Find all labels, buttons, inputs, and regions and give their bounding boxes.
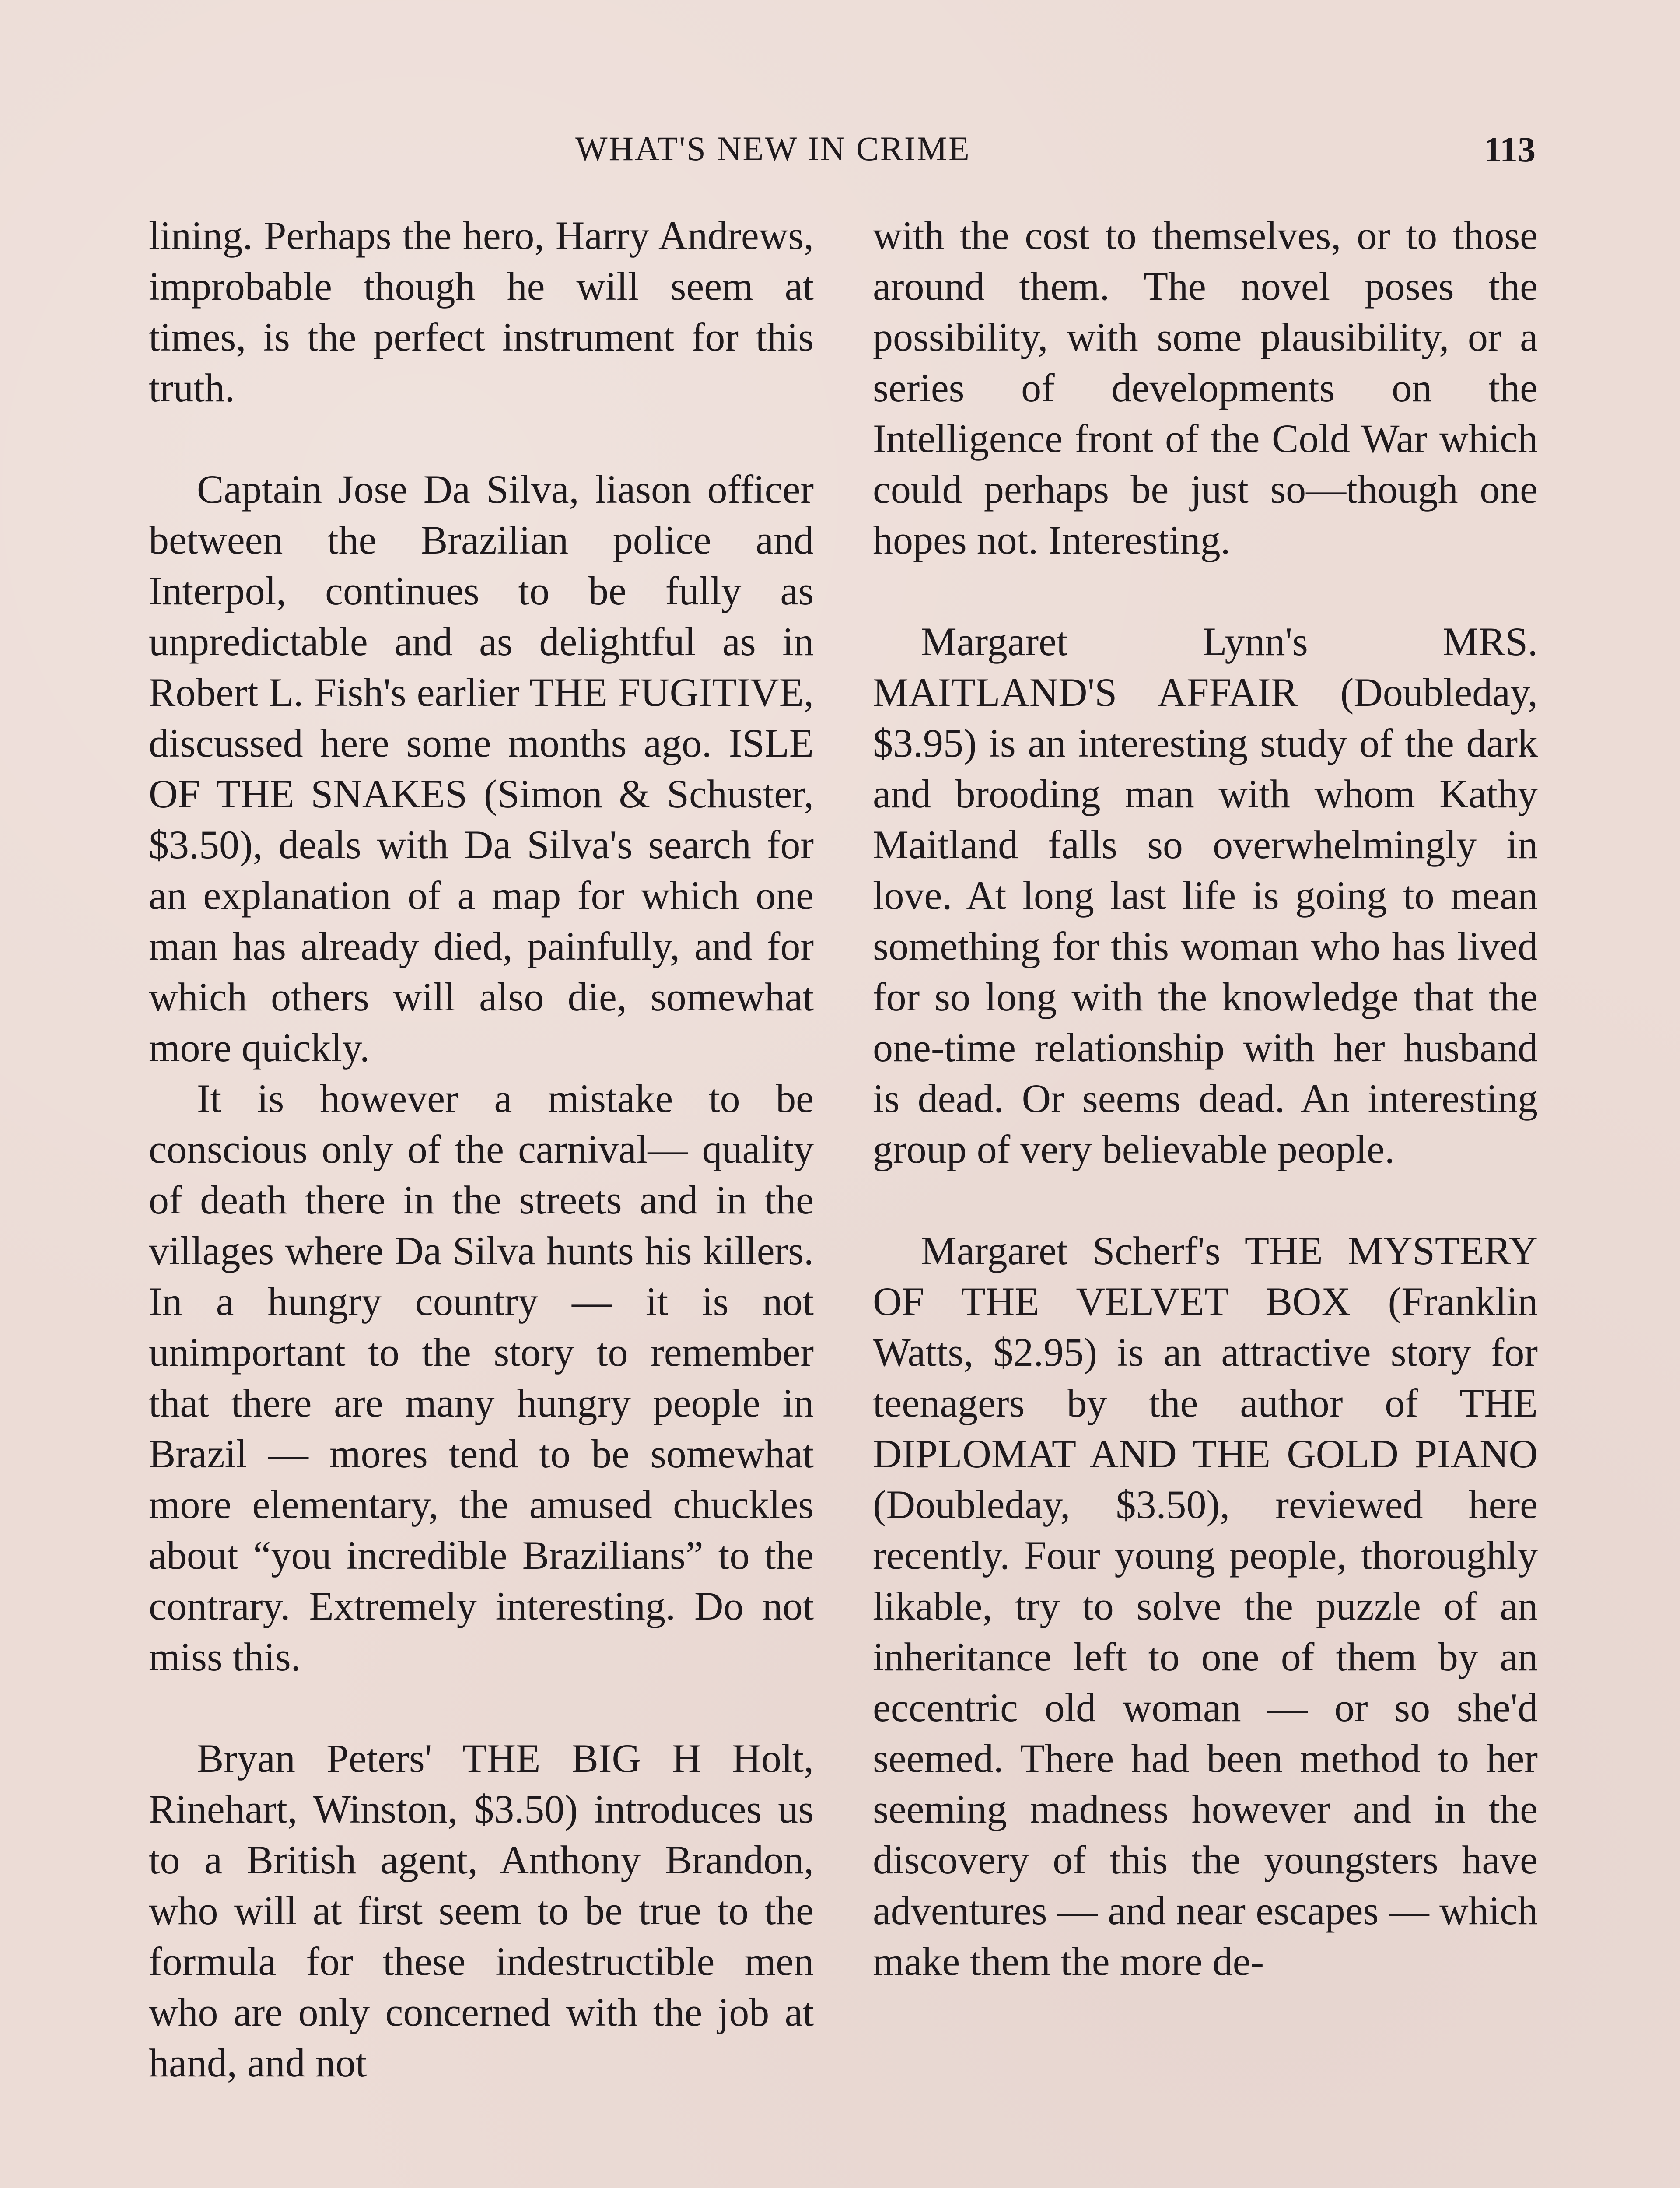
running-head: WHAT'S NEW IN CRIME: [575, 130, 971, 168]
left-column: [149, 210, 814, 2188]
left-paragraph-2: Captain Jose Da Silva, liason officer between the Brazilian police and Interpol, continues to be fully as unpredictable and as delightful as in Robert L. Fish's earlier THE FUGITIVE, discussed here some months ago. ISLE OF THE SNAKES (Simon & Schuster, $3.50), deals with Da Silva's search for an explanation of a map for which one man has already died, painfully, and for which others will also die, somewhat more quickly.: [149, 467, 814, 1070]
left-paragraph-1: lining. Perhaps the hero, Harry Andrews, improbable though he will seem at times, is the perfect instrument for this truth.: [149, 213, 814, 410]
left-paragraph-4: Bryan Peters' THE BIG H Holt, Rinehart, Winston, $3.50) introduces us to a British agent, Anthony Brandon, who will at first seem to be true to the formula for these indestructible men who are only concerned with the job at hand, and not: [149, 1736, 814, 2085]
right-paragraph-3: Margaret Scherf's THE MYSTERY OF THE VELVET BOX (Franklin Watts, $2.95) is an attractive story for teenagers by the author of THE DIPLOMAT AND THE GOLD PIANO (Doubleday, $3.50), reviewed here recently. Four young people, thoroughly likable, try to solve the puzzle of an inheritance left to one of them by an eccentric old woman — or so she'd seemed. There had been method to her seeming madness however and in the discovery of this the youngsters have adventures — and near escapes — which make them the more de-: [873, 1228, 1538, 1984]
page-number: 113: [1484, 130, 1536, 169]
left-gap-1: [149, 413, 814, 464]
right-gap-1: [873, 565, 1538, 616]
right-paragraph-1: with the cost to themselves, or to those around them. The novel poses the possibility, with some plausibility, or a series of developments on the Intelligence front of the Cold War which could perhaps be just so—though one hopes not. Interesting.: [873, 213, 1538, 562]
left-paragraph-3: It is however a mistake to be conscious only of the carnival— quality of death there in the streets and in the villages where Da Silva hunts his killers. In a hungry country — it is not unimportant to the story to remember that there are many hungry people in Brazil — mores tend to be somewhat more elementary, the amused chuckles about “you incredible Brazilians” to the contrary. Extremely interesting. Do not miss this.: [149, 1076, 814, 1679]
right-gap-2: [873, 1175, 1538, 1225]
right-paragraph-2: Margaret Lynn's MRS. MAITLAND'S AFFAIR (Doubleday, $3.95) is an interesting study of the dark and brooding man with whom Kathy Maitland falls so overwhelmingly in love. At long last life is going to mean something for this woman who has lived for so long with the knowledge that the one-time relationship with her husband is dead. Or seems dead. An interesting group of very believable people.: [873, 619, 1538, 1171]
page-header: [153, 129, 1536, 182]
left-gap-2: [149, 1682, 814, 1733]
right-column: [873, 210, 1538, 2188]
